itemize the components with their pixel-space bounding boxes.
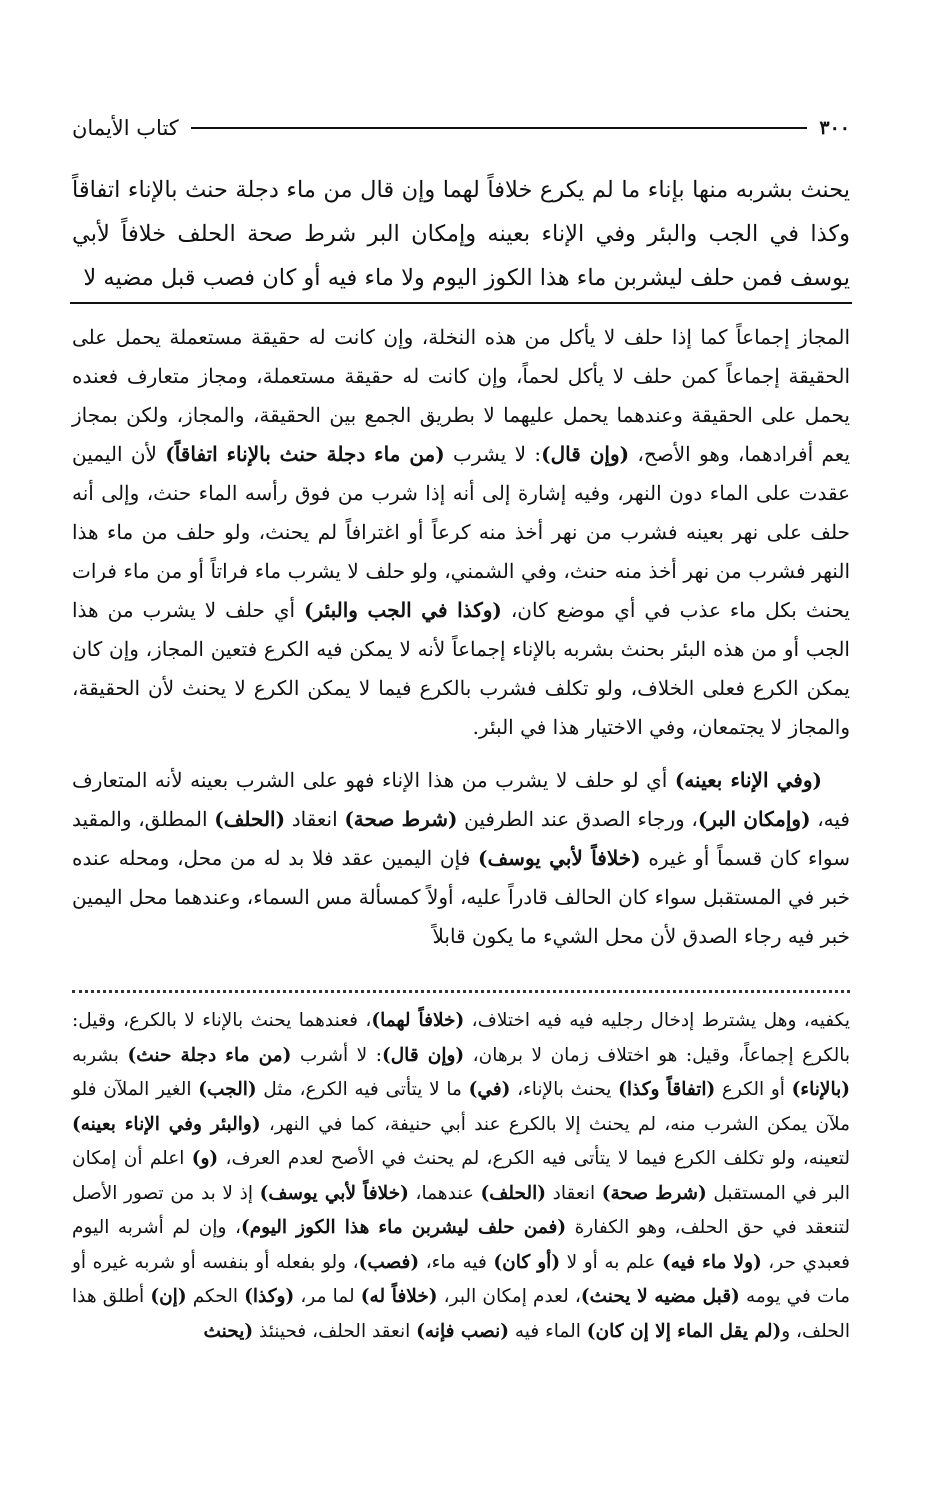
quoted-matn-text: (وإمكان البر) [697,807,811,831]
dotted-divider [72,990,850,993]
commentary-text: أي لو حلف لا يشرب من هذا الإناء فهو على الشرب بعينه لأنه المتعارف فيه، [72,768,850,831]
quoted-matn-text: (والبئر وفي الإناء بعينه) [72,1113,261,1135]
page-number: ٣٠٠ [819,117,850,139]
quoted-matn-text: (قبل مضيه لا يحنث) [580,1286,740,1307]
commentary-text: فإن اليمين عقد فلا بد له من محل، ومحله عنده خبر في المستقبل سواء كان الحالف قادراً عليه، أولاً كمسألة مس السماء، وعندهما محل اليمين خبر فيه رجاء الصدق لأن محل الشيء ما يكون قابلاً [72,846,850,948]
quoted-matn-text: (لم يقل الماء إلا إن كان) [586,1320,782,1342]
quoted-matn-text: (فصب) [358,1251,420,1273]
quoted-matn-text: (من ماء دجلة حنث) [127,1044,292,1066]
commentary-text: الغير الملآن فلو ملآن يمكن الشرب منه، لم يحنث إلا بالكرع عند أبي حنيفة، كما في النهر، [72,1079,850,1135]
quoted-matn-text: (من ماء دجلة حنث بالإناء اتفاقاً) [165,442,445,466]
quoted-matn-text: (شرط صحة) [344,807,458,831]
matn-paragraph: يحنث بشربه منها بإناء ما لم يكرع خلافاً لهما وإن قال من ماء دجلة حنث بالإناء اتفاقاً وكذا في الجب والبئر وفي الإناء بعينه وإمكان البر شرط صحة الحلف خلافاً لأبي يوسف فمن حلف ليشربن ماء هذا الكوز اليوم ولا ماء فيه أو كان فصب قبل مضيه لا [72,177,850,291]
quoted-matn-text: (الحلف) [214,807,286,831]
quoted-matn-text: (خلافاً له) [360,1286,438,1307]
commentary-text: لأن اليمين عقدت على الماء دون النهر، وفيه إشارة إلى أنه إذا شرب من فوق رأسه الماء حنث، وإلى أنه حلف على نهر بعينه فشرب من نهر أخذ منه كرعاً أو اغترافاً لم يحنث، ولو حلف من ماء هذا النهر فشرب من نهر أخذ منه حنث، وفي الشمني، ولو حلف لا يشرب ماء فراتاً أو من ماء فرات يحنث بكل ماء عذب في أي موضع كان، [72,442,850,622]
commentary-text: علم به أو لا [560,1251,662,1273]
commentary-text: أطلق هذا الحلف، و [72,1286,850,1342]
quoted-matn-text: (أو كان) [493,1251,561,1273]
quoted-matn-text: (الجب) [198,1079,257,1100]
matn-divider [70,302,852,304]
commentary-text: اعلم أن إمكان البر في المستقبل [72,1148,850,1204]
quoted-matn-text: (إن) [150,1286,187,1307]
commentary-text: أو الكرع [715,1079,792,1100]
page-header [72,110,850,146]
commentary-text: ، ولو بفعله أو بنفسه أو شربه غيره أو مات في يومه [72,1251,851,1307]
commentary-one [72,318,850,970]
quoted-matn-text: (ولا ماء فيه) [661,1251,762,1273]
commentary-text: عندهما، [408,1182,481,1204]
commentary-two-paragraph [72,1004,850,1349]
quoted-matn-text: (فمن حلف ليشربن ماء هذا الكوز اليوم) [240,1217,567,1238]
quoted-matn-text: (خلافاً لهما) [371,1010,465,1031]
commentary-text: بشربه [72,1044,128,1066]
commentary-text: لما مر، [294,1286,361,1307]
quoted-matn-text: (وإن قال) [381,1044,465,1066]
commentary-text: : لا أشرب [291,1044,382,1066]
commentary-text: ، فعندهما يحنث بالإناء لا بالكرع، وقيل: بالكرع إجماعاً، وقيل: هو اختلاف زمان لا برهان، [72,1010,850,1066]
commentary-text: ما لا يتأتى فيه الكرع، مثل [256,1079,469,1100]
quoted-matn-text: (خلافاً لأبي يوسف) [259,1182,409,1204]
commentary-text: إذ لا بد من تصور الأصل لتنعقد في حق الحلف، وهو الكفارة [72,1182,850,1238]
commentary-text: الماء فيه [508,1320,587,1342]
quoted-matn-text: (في) [468,1079,511,1100]
quoted-matn-text: (الحلف) [480,1182,547,1204]
quoted-matn-text: (شرط صحة) [601,1182,707,1204]
quoted-matn-text: (وإن قال) [541,442,630,466]
quoted-matn-text: (نصب فإنه) [416,1320,509,1342]
commentary-text: يحنث بالإناء، [510,1079,619,1100]
commentary-text: أي حلف لا يشرب من هذا الجب أو من هذه البئر بحنث بشربه بالإناء إجماعاً لأنه لا يمكن فيه الكرع فتعين المجاز، وإن كان يمكن الكرع فعلى الخلاف، ولو تكلف فشرب بالكرع فيما لا يمكن الكرع لا يحنث لأن الحقيقة، والمجاز لا يجتمعان، وفي الاختيار هذا في البئر. [72,598,850,739]
commentary-text: ، لعدم إمكان البر، [437,1286,581,1307]
commentary-text: : لا يشرب [444,442,542,466]
commentary-text: الحكم [186,1286,245,1307]
quoted-matn-text: (خلافاً لأبي يوسف) [478,846,641,870]
header-rule [191,127,808,129]
commentary-text: المجاز إجماعاً كما إذا حلف لا يأكل من هذه النخلة، وإن كانت له حقيقة مستعملة يحمل على الحقيقة إجماعاً كمن حلف لا يأكل لحماً، وإن كانت له حقيقة مستعملة، ومجاز متعارف فعنده يحمل على الحقيقة وعندهما يحمل عليهما لا بطريق الجمع بين الحقيقة، والمجاز، ولكن بمجاز يعم أفرادهما، وهو الأصح، [72,325,851,466]
commentary-text: فيه ماء، [419,1251,494,1273]
quoted-matn-text: (وكذا في الجب والبئر) [304,598,502,622]
commentary-one-paragraph-1 [72,318,850,747]
commentary-text: انعقاد [546,1182,602,1204]
quoted-matn-text: (وفي الإناء بعينه) [674,768,822,792]
commentary-text: ، ورجاء الصدق عند الطرفين [457,807,698,831]
commentary-one-paragraph-2 [72,761,850,956]
commentary-text: يكفيه، وهل يشترط إدخال رجليه فيه فيه اختلاف، [464,1010,850,1031]
commentary-text: لتعينه، ولو تكلف الكرع فيما لا يتأتى فيه الكرع، لم يحنث في الأصح لعدم العرف، [218,1148,850,1169]
commentary-text: انعقاد [285,807,345,831]
quoted-matn-text: (و) [191,1148,219,1169]
book-title: كتاب الأيمان [72,116,179,140]
quoted-matn-text: (اتفاقاً وكذا) [618,1079,716,1100]
commentary-text: ، وإن لم أشربه اليوم فعبدي حر، [72,1217,851,1273]
quoted-matn-text: (يحنث [203,1320,254,1342]
commentary-text: انعقد الحلف، فحينئذ [253,1320,417,1342]
quoted-matn-text: (بالإناء) [791,1079,850,1100]
commentary-text: المطلق، والمقيد سواء كان قسماً أو غيره [72,807,850,870]
matn-text [72,168,850,300]
quoted-matn-text: (وكذا) [244,1286,295,1307]
commentary-two [72,1004,850,1349]
